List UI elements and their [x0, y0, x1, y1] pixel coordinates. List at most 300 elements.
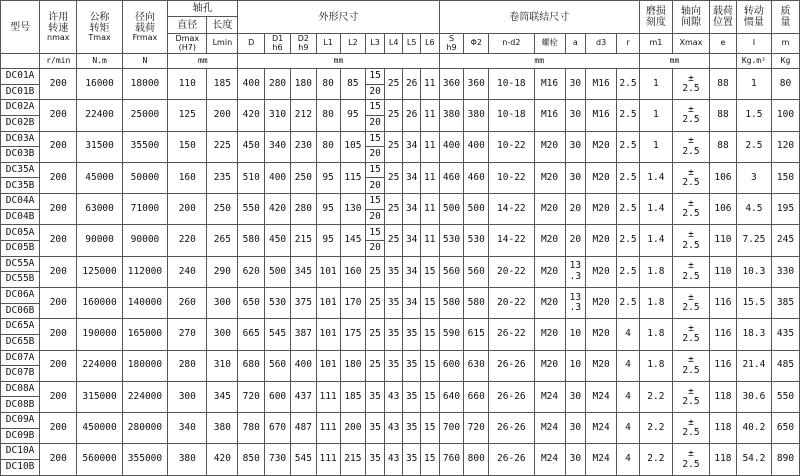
- cell-d3: M20: [586, 131, 617, 162]
- cell-i: 15.5: [736, 287, 771, 318]
- header-D: D: [238, 34, 265, 54]
- cell-s: 580: [439, 287, 464, 318]
- header-e: e: [710, 34, 737, 54]
- cell-t: 560000: [77, 444, 122, 476]
- header-I: I: [736, 34, 771, 54]
- cell-model-b: DC06B: [1, 303, 40, 319]
- cell-i: 21.4: [736, 350, 771, 381]
- cell-lmin: 310: [207, 350, 238, 381]
- cell-d: 580: [238, 225, 265, 256]
- header-load-pos: 载荷 位置: [710, 1, 737, 34]
- cell-bolt: M24: [534, 381, 565, 412]
- cell-t: 315000: [77, 381, 122, 412]
- cell-xmax: ± 2.5: [672, 287, 709, 318]
- header-L4: L4: [384, 34, 403, 54]
- cell-r: 2.5: [617, 287, 640, 318]
- cell-n: 200: [40, 131, 77, 162]
- cell-t: 63000: [77, 194, 122, 225]
- cell-s: 760: [439, 444, 464, 476]
- cell-aa: 20: [565, 225, 586, 256]
- header-L5: L5: [403, 34, 421, 54]
- cell-t: 16000: [77, 69, 122, 100]
- unit-mass: Kg: [771, 54, 799, 69]
- cell-d3: M20: [586, 350, 617, 381]
- cell-e: 116: [710, 287, 737, 318]
- cell-dmax: 220: [168, 225, 207, 256]
- cell-lmin: 300: [207, 287, 238, 318]
- cell-l3-b: 20: [366, 209, 385, 225]
- cell-xmax: ± 2.5: [672, 100, 709, 131]
- cell-m1: 2.2: [639, 413, 672, 444]
- cell-d: 550: [238, 194, 265, 225]
- cell-model-b: DC35B: [1, 178, 40, 194]
- table-row: [1, 319, 800, 335]
- cell-l2: 215: [340, 444, 366, 476]
- cell-d2: 280: [290, 194, 316, 225]
- cell-model-a: DC01A: [1, 69, 40, 85]
- cell-m1: 1: [639, 131, 672, 162]
- cell-l1: 111: [316, 381, 340, 412]
- cell-d1: 340: [265, 131, 291, 162]
- header-shaft-hole: 轴孔: [168, 1, 238, 17]
- cell-m1: 1.8: [639, 256, 672, 287]
- cell-l3: 25: [366, 287, 385, 318]
- cell-t: 22400: [77, 100, 122, 131]
- cell-dmax: 260: [168, 287, 207, 318]
- cell-l6: 15: [420, 413, 439, 444]
- cell-m: 650: [771, 413, 799, 444]
- cell-i: 3: [736, 162, 771, 193]
- cell-phi: 660: [464, 381, 489, 412]
- cell-e: 118: [710, 413, 737, 444]
- cell-l4: 25: [384, 69, 403, 100]
- cell-l3-a: 15: [366, 69, 385, 85]
- cell-lmin: 250: [207, 194, 238, 225]
- cell-s: 700: [439, 413, 464, 444]
- cell-r: 2.5: [617, 162, 640, 193]
- cell-d1: 420: [265, 194, 291, 225]
- cell-aa: 10: [565, 350, 586, 381]
- cell-d1: 400: [265, 162, 291, 193]
- table-body: [1, 69, 800, 476]
- cell-lmin: 265: [207, 225, 238, 256]
- cell-dmax: 340: [168, 413, 207, 444]
- cell-nd: 14-22: [489, 194, 534, 225]
- cell-l6: 11: [420, 69, 439, 100]
- cell-l5: 34: [403, 131, 421, 162]
- cell-d2: 230: [290, 131, 316, 162]
- cell-aa: 30: [565, 444, 586, 476]
- cell-m1: 2.2: [639, 381, 672, 412]
- cell-n: 200: [40, 194, 77, 225]
- cell-l2: 170: [340, 287, 366, 318]
- cell-e: 88: [710, 69, 737, 100]
- cell-phi: 530: [464, 225, 489, 256]
- cell-m: 245: [771, 225, 799, 256]
- header-L6: L6: [420, 34, 439, 54]
- cell-d: 420: [238, 100, 265, 131]
- cell-l1: 101: [316, 350, 340, 381]
- cell-r: 4: [617, 413, 640, 444]
- cell-nd: 26-26: [489, 444, 534, 476]
- cell-l4: 25: [384, 131, 403, 162]
- cell-phi: 720: [464, 413, 489, 444]
- cell-model-b: DC05B: [1, 241, 40, 257]
- cell-l3: 35: [366, 413, 385, 444]
- cell-l3: 25: [366, 319, 385, 350]
- cell-e: 116: [710, 319, 737, 350]
- cell-l1: 95: [316, 225, 340, 256]
- cell-d2: 250: [290, 162, 316, 193]
- cell-d2: 180: [290, 69, 316, 100]
- cell-i: 10.3: [736, 256, 771, 287]
- cell-i: 2.5: [736, 131, 771, 162]
- cell-m: 485: [771, 350, 799, 381]
- cell-dmax: 150: [168, 131, 207, 162]
- cell-nd: 14-22: [489, 225, 534, 256]
- cell-d1: 310: [265, 100, 291, 131]
- table-row: [1, 100, 800, 116]
- cell-e: 106: [710, 162, 737, 193]
- cell-m1: 1.4: [639, 162, 672, 193]
- cell-l3: 35: [366, 381, 385, 412]
- cell-s: 600: [439, 350, 464, 381]
- cell-d2: 215: [290, 225, 316, 256]
- cell-l1: 95: [316, 162, 340, 193]
- cell-phi: 580: [464, 287, 489, 318]
- cell-nd: 10-22: [489, 162, 534, 193]
- cell-s: 640: [439, 381, 464, 412]
- table-row: [1, 225, 800, 241]
- cell-lmin: 380: [207, 413, 238, 444]
- cell-l3-a: 15: [366, 131, 385, 147]
- cell-dmax: 380: [168, 444, 207, 476]
- cell-model-a: DC04A: [1, 194, 40, 210]
- header-nominal-torque: 公称 转矩 Tmax: [77, 1, 122, 54]
- cell-n: 200: [40, 225, 77, 256]
- header-mass: 质 量: [771, 1, 799, 34]
- cell-l3-a: 15: [366, 162, 385, 178]
- cell-lmin: 200: [207, 100, 238, 131]
- cell-l4: 43: [384, 381, 403, 412]
- cell-l4: 35: [384, 287, 403, 318]
- cell-dmax: 110: [168, 69, 207, 100]
- cell-d1: 450: [265, 225, 291, 256]
- cell-t: 45000: [77, 162, 122, 193]
- cell-aa: 30: [565, 131, 586, 162]
- cell-r: 4: [617, 319, 640, 350]
- cell-d1: 600: [265, 381, 291, 412]
- cell-l5: 34: [403, 162, 421, 193]
- cell-l1: 95: [316, 194, 340, 225]
- cell-bolt: M24: [534, 413, 565, 444]
- cell-xmax: ± 2.5: [672, 194, 709, 225]
- cell-lmin: 300: [207, 319, 238, 350]
- cell-m1: 1.4: [639, 225, 672, 256]
- cell-n: 200: [40, 350, 77, 381]
- cell-nd: 26-26: [489, 350, 534, 381]
- cell-s: 590: [439, 319, 464, 350]
- cell-d: 620: [238, 256, 265, 287]
- header-nd2: n-d2: [489, 34, 534, 54]
- cell-dmax: 270: [168, 319, 207, 350]
- cell-xmax: ± 2.5: [672, 69, 709, 100]
- cell-d: 720: [238, 381, 265, 412]
- cell-model-a: DC08A: [1, 381, 40, 397]
- cell-d2: 345: [290, 256, 316, 287]
- cell-e: 110: [710, 225, 737, 256]
- cell-nd: 26-26: [489, 381, 534, 412]
- cell-model-a: DC09A: [1, 413, 40, 429]
- cell-nd: 26-26: [489, 413, 534, 444]
- cell-phi: 800: [464, 444, 489, 476]
- header-r: r: [617, 34, 640, 54]
- cell-l4: 43: [384, 444, 403, 476]
- cell-m: 890: [771, 444, 799, 476]
- cell-r: 4: [617, 350, 640, 381]
- header-wear: 磨损 刻度: [639, 1, 672, 34]
- cell-xmax: ± 2.5: [672, 381, 709, 412]
- cell-d3: M20: [586, 194, 617, 225]
- cell-f: 280000: [122, 413, 167, 444]
- cell-xmax: ± 2.5: [672, 162, 709, 193]
- header-L3: L3: [366, 34, 385, 54]
- cell-l1: 101: [316, 319, 340, 350]
- cell-l6: 11: [420, 162, 439, 193]
- table-row: [1, 69, 800, 85]
- cell-f: 355000: [122, 444, 167, 476]
- unit-wear-axial: mm: [639, 54, 709, 69]
- cell-l3-b: 20: [366, 178, 385, 194]
- cell-nd: 20-22: [489, 256, 534, 287]
- cell-m1: 1: [639, 100, 672, 131]
- cell-d: 680: [238, 350, 265, 381]
- cell-l2: 200: [340, 413, 366, 444]
- cell-l4: 35: [384, 350, 403, 381]
- cell-lmin: 185: [207, 69, 238, 100]
- cell-l4: 43: [384, 413, 403, 444]
- header-m1: m1: [639, 34, 672, 54]
- cell-t: 224000: [77, 350, 122, 381]
- cell-l3-b: 20: [366, 147, 385, 163]
- cell-phi: 400: [464, 131, 489, 162]
- cell-m: 385: [771, 287, 799, 318]
- cell-l5: 35: [403, 319, 421, 350]
- cell-phi: 380: [464, 100, 489, 131]
- cell-n: 200: [40, 256, 77, 287]
- cell-nd: 10-22: [489, 131, 534, 162]
- cell-dmax: 280: [168, 350, 207, 381]
- cell-l5: 34: [403, 194, 421, 225]
- cell-l1: 80: [316, 69, 340, 100]
- cell-s: 500: [439, 194, 464, 225]
- header-L2: L2: [340, 34, 366, 54]
- header-m: m: [771, 34, 799, 54]
- cell-l5: 34: [403, 225, 421, 256]
- cell-l3-a: 15: [366, 194, 385, 210]
- cell-l4: 25: [384, 225, 403, 256]
- cell-r: 2.5: [617, 131, 640, 162]
- header-L1: L1: [316, 34, 340, 54]
- cell-model-a: DC55A: [1, 256, 40, 272]
- cell-m: 550: [771, 381, 799, 412]
- cell-m: 435: [771, 319, 799, 350]
- cell-aa: 13 .3: [565, 256, 586, 287]
- cell-r: 2.5: [617, 256, 640, 287]
- cell-l5: 34: [403, 256, 421, 287]
- cell-bolt: M20: [534, 225, 565, 256]
- cell-d3: M16: [586, 100, 617, 131]
- cell-s: 460: [439, 162, 464, 193]
- cell-e: 88: [710, 131, 737, 162]
- cell-aa: 30: [565, 162, 586, 193]
- cell-l4: 25: [384, 162, 403, 193]
- cell-bolt: M20: [534, 256, 565, 287]
- cell-r: 4: [617, 381, 640, 412]
- cell-d2: 437: [290, 381, 316, 412]
- table-row: [1, 413, 800, 429]
- cell-i: 40.2: [736, 413, 771, 444]
- cell-d1: 730: [265, 444, 291, 476]
- header-a: a: [565, 34, 586, 54]
- cell-l6: 15: [420, 444, 439, 476]
- header-dmax: Dmax (H7): [168, 34, 207, 54]
- cell-l5: 35: [403, 350, 421, 381]
- cell-bolt: M16: [534, 100, 565, 131]
- cell-d3: M20: [586, 162, 617, 193]
- cell-phi: 560: [464, 256, 489, 287]
- cell-l6: 11: [420, 100, 439, 131]
- cell-d2: 400: [290, 350, 316, 381]
- cell-model-b: DC08B: [1, 397, 40, 413]
- header-inertia: 转动 惯量: [736, 1, 771, 34]
- cell-d2: 375: [290, 287, 316, 318]
- cell-bolt: M20: [534, 350, 565, 381]
- cell-n: 200: [40, 287, 77, 318]
- cell-lmin: 225: [207, 131, 238, 162]
- cell-l1: 80: [316, 100, 340, 131]
- unit-model: [1, 54, 40, 69]
- cell-d3: M20: [586, 225, 617, 256]
- header-radial-load: 径向 载荷 Frmax: [122, 1, 167, 54]
- table-row: [1, 194, 800, 210]
- cell-m1: 2.2: [639, 444, 672, 476]
- cell-d: 650: [238, 287, 265, 318]
- cell-l5: 35: [403, 444, 421, 476]
- header-axial: 轴向 间隙: [672, 1, 709, 34]
- cell-t: 125000: [77, 256, 122, 287]
- cell-model-a: DC35A: [1, 162, 40, 178]
- cell-d3: M20: [586, 256, 617, 287]
- cell-aa: 30: [565, 381, 586, 412]
- cell-xmax: ± 2.5: [672, 256, 709, 287]
- table-row: [1, 381, 800, 397]
- cell-aa: 30: [565, 413, 586, 444]
- cell-n: 200: [40, 69, 77, 100]
- cell-xmax: ± 2.5: [672, 319, 709, 350]
- cell-f: 140000: [122, 287, 167, 318]
- cell-dmax: 240: [168, 256, 207, 287]
- cell-d1: 670: [265, 413, 291, 444]
- cell-e: 118: [710, 444, 737, 476]
- cell-f: 224000: [122, 381, 167, 412]
- cell-m1: 1.4: [639, 194, 672, 225]
- cell-phi: 615: [464, 319, 489, 350]
- cell-r: 4: [617, 444, 640, 476]
- cell-l5: 26: [403, 100, 421, 131]
- cell-m1: 1.8: [639, 287, 672, 318]
- table-row: [1, 444, 800, 460]
- cell-d1: 560: [265, 350, 291, 381]
- cell-l6: 15: [420, 350, 439, 381]
- cell-d2: 487: [290, 413, 316, 444]
- cell-phi: 360: [464, 69, 489, 100]
- cell-bolt: M20: [534, 194, 565, 225]
- cell-d: 450: [238, 131, 265, 162]
- cell-l4: 35: [384, 256, 403, 287]
- cell-l2: 105: [340, 131, 366, 162]
- cell-l2: 180: [340, 350, 366, 381]
- cell-l4: 35: [384, 319, 403, 350]
- cell-l2: 160: [340, 256, 366, 287]
- header-outline: 外形尺寸: [238, 1, 439, 34]
- cell-d2: 212: [290, 100, 316, 131]
- cell-model-b: DC55B: [1, 272, 40, 288]
- header-D1: D1 h6: [265, 34, 291, 54]
- cell-nd: 20-22: [489, 287, 534, 318]
- cell-f: 71000: [122, 194, 167, 225]
- cell-l6: 11: [420, 225, 439, 256]
- cell-xmax: ± 2.5: [672, 413, 709, 444]
- unit-inertia: Kg.m²: [736, 54, 771, 69]
- cell-r: 2.5: [617, 225, 640, 256]
- cell-d3: M24: [586, 444, 617, 476]
- cell-l5: 34: [403, 287, 421, 318]
- cell-l2: 185: [340, 381, 366, 412]
- cell-r: 2.5: [617, 194, 640, 225]
- cell-l2: 130: [340, 194, 366, 225]
- unit-outline: mm: [238, 54, 439, 69]
- cell-model-a: DC07A: [1, 350, 40, 366]
- unit-drum: mm: [439, 54, 639, 69]
- cell-bolt: M20: [534, 287, 565, 318]
- cell-i: 1.5: [736, 100, 771, 131]
- cell-nd: 10-18: [489, 69, 534, 100]
- cell-i: 18.3: [736, 319, 771, 350]
- cell-l6: 15: [420, 319, 439, 350]
- cell-l6: 11: [420, 194, 439, 225]
- header-shaft-diameter: 直径: [168, 17, 207, 34]
- cell-model-b: DC02B: [1, 115, 40, 131]
- cell-d: 850: [238, 444, 265, 476]
- cell-e: 106: [710, 194, 737, 225]
- cell-l3: 25: [366, 350, 385, 381]
- cell-s: 400: [439, 131, 464, 162]
- cell-lmin: 290: [207, 256, 238, 287]
- cell-xmax: ± 2.5: [672, 350, 709, 381]
- cell-l5: 35: [403, 413, 421, 444]
- cell-d3: M24: [586, 413, 617, 444]
- cell-d: 665: [238, 319, 265, 350]
- cell-m: 150: [771, 162, 799, 193]
- cell-model-a: DC02A: [1, 100, 40, 116]
- cell-l1: 80: [316, 131, 340, 162]
- cell-l4: 25: [384, 194, 403, 225]
- cell-dmax: 160: [168, 162, 207, 193]
- cell-aa: 10: [565, 319, 586, 350]
- cell-l5: 26: [403, 69, 421, 100]
- header-phi2: Φ2: [464, 34, 489, 54]
